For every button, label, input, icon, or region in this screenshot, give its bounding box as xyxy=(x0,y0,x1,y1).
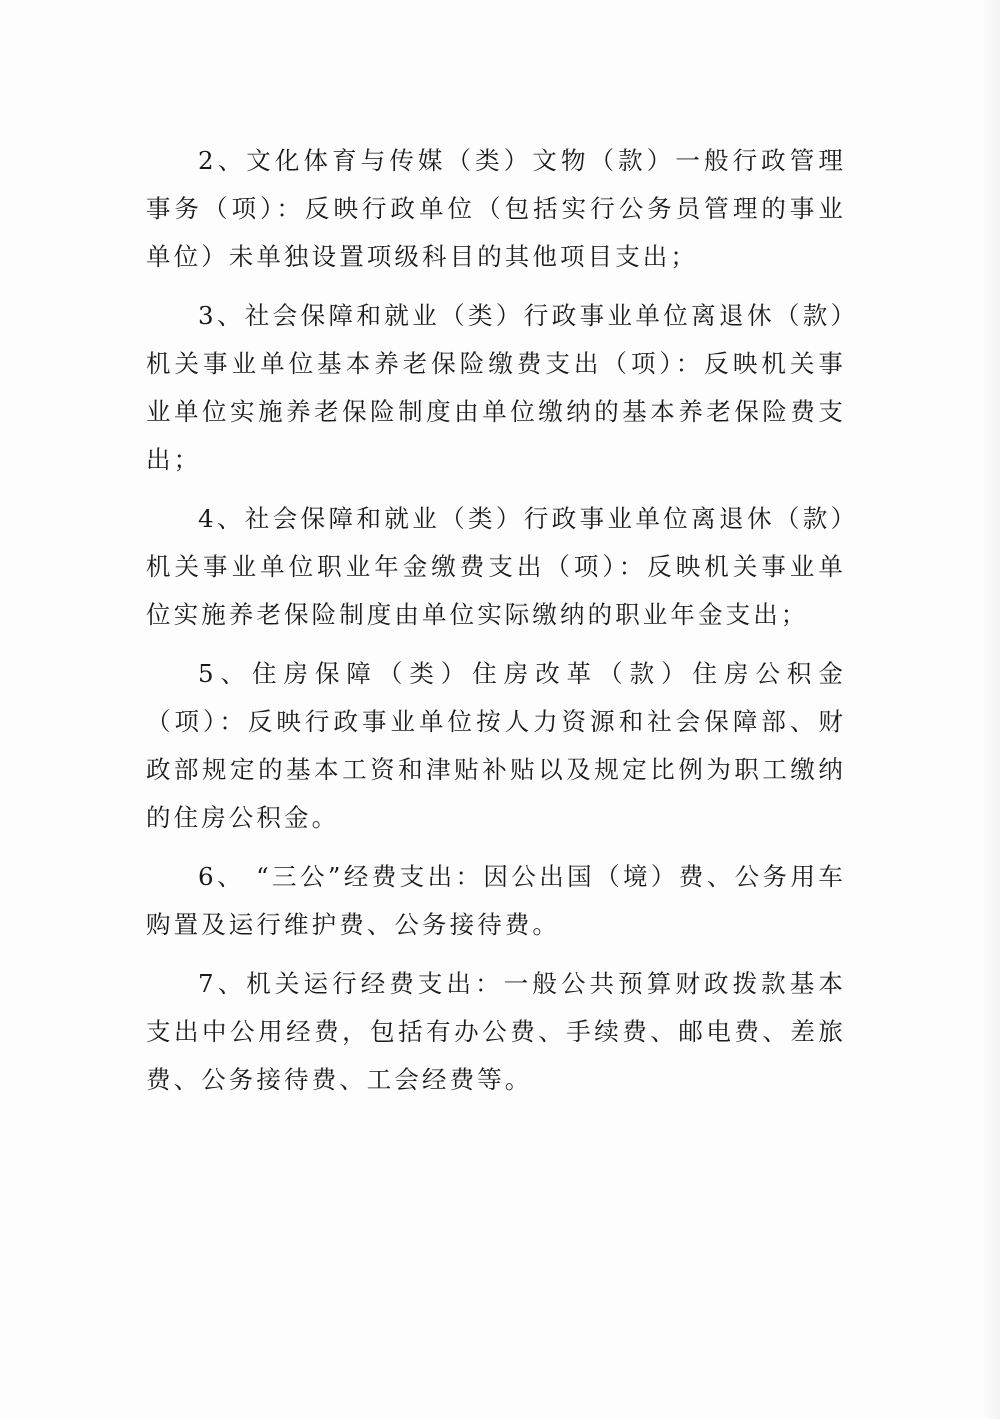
paragraph-item-7: 7、机关运行经费支出：一般公共预算财政拨款基本支出中公用经费，包括有办公费、手续费、邮电费、差旅费、公务接待费、工会经费等。 xyxy=(146,969,846,1094)
paragraph-item-6: 6、 “三公”经费支出：因公出国（境）费、公务用车购置及运行维护费、公务接待费。 xyxy=(146,862,846,939)
document-body xyxy=(146,137,846,1115)
paragraph-item-4: 4、社会保障和就业（类）行政事业单位离退休（款）机关事业单位职业年金缴费支出（项）：反映机关事业单位实施养老保险制度由单位实际缴纳的职业年金支出； xyxy=(146,504,846,629)
paragraph-item-3: 3、社会保障和就业（类）行政事业单位离退休（款）机关事业单位基本养老保险缴费支出（项）：反映机关事业单位实施养老保险制度由单位缴纳的基本养老保险费支出； xyxy=(146,301,846,474)
paragraph-item-2: 2、文化体育与传媒（类）文物（款）一般行政管理事务（项）：反映行政单位（包括实行公务员管理的事业单位）未单独设置项级科目的其他项目支出； xyxy=(146,146,846,271)
scan-shadow-edge xyxy=(982,0,1000,1419)
paragraph-item-5: 5、住房保障（类）住房改革（款）住房公积金（项）：反映行政事业单位按人力资源和社会保障部、财政部规定的基本工资和津贴补贴以及规定比例为职工缴纳的住房公积金。 xyxy=(146,659,846,832)
